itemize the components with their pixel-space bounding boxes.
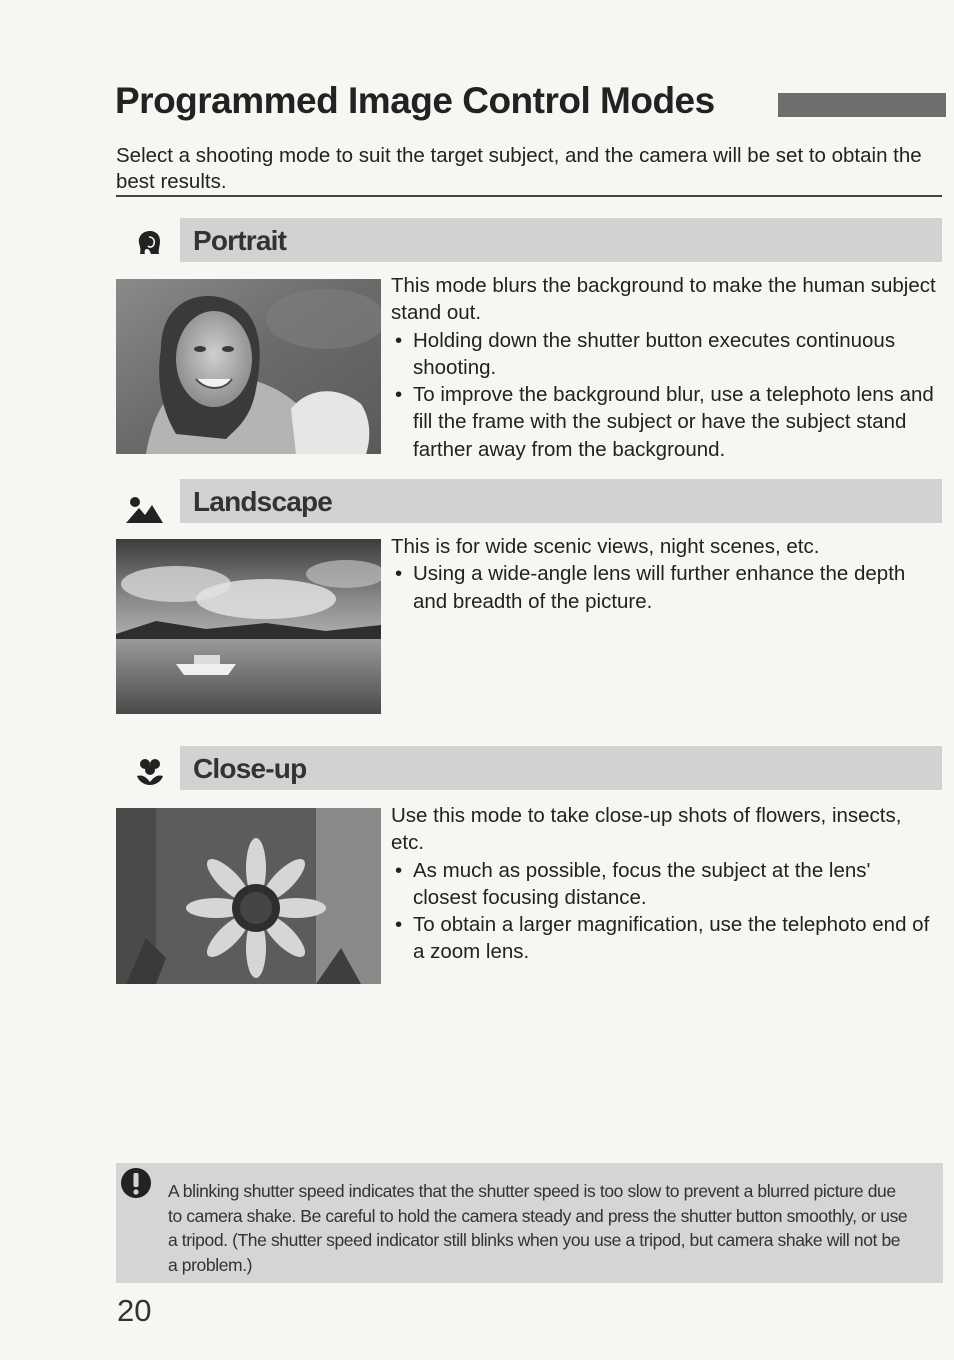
landscape-mode-icon [124,493,164,527]
caution-note [116,1163,943,1283]
bullet-item: • Using a wide-angle lens will further enhance the depth and breadth of the picture. [391,560,936,615]
bullet-item: • Holding down the shutter button executes continuous shooting. [391,327,936,382]
section-body-portrait [391,272,936,463]
section-description-close-up: Use this mode to take close-up shots of flowers, insects, etc. [391,804,902,855]
bullet-item: • To improve the background blur, use a telephoto lens and fill the frame with the subject or have the subject stand farther away from the background. [391,381,936,463]
caution-note-text: A blinking shutter speed indicates that the shutter speed is too slow to prevent a blurred picture due to camera shake. Be careful to hold the camera steady and press the shutter button smoothly, or use a tripod. (The shutter speed indicator still blinks when you use a tripod, but camera shake will not be a problem.) [168,1181,908,1275]
bullet-list-portrait [391,327,936,463]
page-number: 20 [117,1293,152,1328]
title-accent-bar [778,93,946,117]
caution-icon [119,1166,153,1200]
section-body-close-up [391,802,936,966]
intro-text: Select a shooting mode to suit the target subject, and the camera will be set to obtain the best results. [116,144,922,193]
divider [116,195,942,197]
section-title-close-up: Close-up [193,753,307,784]
bullet-item: • To obtain a larger magnification, use the telephoto end of a zoom lens. [391,911,936,966]
close-up-mode-icon [133,754,167,788]
section-description-landscape: This is for wide scenic views, night scenes, etc. [391,535,820,558]
section-header-landscape [180,479,942,523]
section-body-landscape [391,533,936,615]
portrait-mode-icon [133,226,167,260]
page-title: Programmed Image Control Modes [115,80,715,121]
close-up-photo [116,808,381,984]
section-description-portrait: This mode blurs the background to make the human subject stand out. [391,274,936,325]
landscape-photo-image [116,539,381,714]
section-title-portrait: Portrait [193,225,287,256]
landscape-photo [116,539,381,714]
section-header-portrait [180,218,942,262]
page-header [115,80,945,130]
portrait-photo [116,279,381,454]
section-header-close-up [180,746,942,790]
bullet-list-landscape [391,560,936,615]
bullet-item: • As much as possible, focus the subject at the lens' closest focusing distance. [391,857,936,912]
bullet-list-close-up [391,857,936,966]
close-up-photo-image [116,808,381,984]
section-title-landscape: Landscape [193,486,333,517]
portrait-photo-image [116,279,381,454]
